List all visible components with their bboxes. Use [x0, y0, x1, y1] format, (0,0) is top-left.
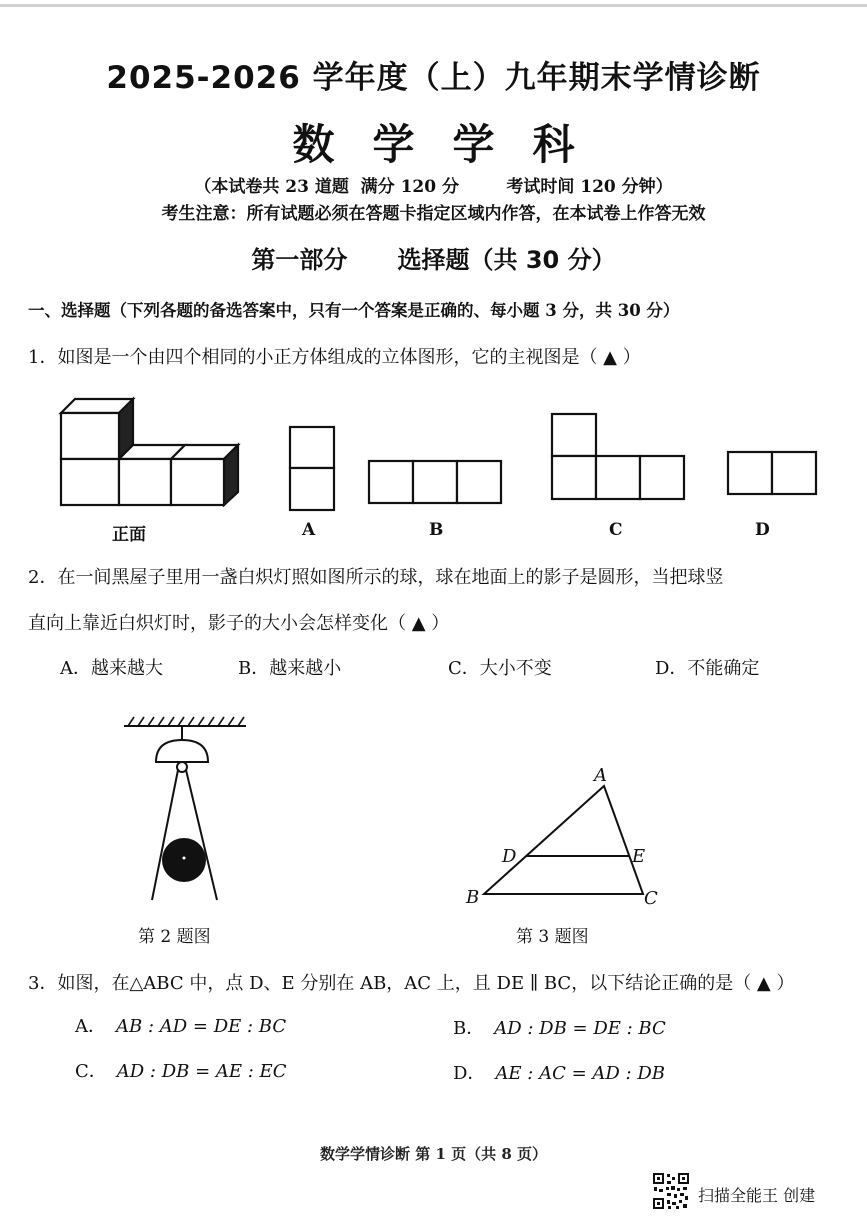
q1-front-label: 正面 — [112, 525, 146, 545]
q3-option-d-label: D． — [453, 1063, 486, 1084]
q1-option-d-label: D — [755, 520, 770, 540]
question-2-text-line1: 2．在一间黑屋子里用一盏白炽灯照如图所示的球，球在地面上的影子是圆形，当把球竖 — [28, 567, 724, 588]
question-3-text: 3．如图，在△ABC 中，点 D、E 分别在 AB，AC 上，且 DE ∥ BC，以下结论正确的是（ ▲ ） — [28, 973, 795, 994]
exam-info: （本试卷共 23 道题 满分 120 分 考试时间 120 分钟） — [194, 177, 673, 197]
q1-option-c-label: C — [609, 520, 623, 540]
q3-option-a — [75, 1012, 286, 1038]
q1-option-b-label: B — [429, 520, 444, 540]
q2-figure-caption: 第 2 题图 — [138, 927, 211, 947]
top-edge-line — [0, 4, 867, 7]
question-2-text-line2: 直向上靠近白炽灯时，影子的大小会怎样变化（ ▲ ） — [28, 613, 450, 634]
q2-option-c: C．大小不变 — [448, 658, 552, 679]
q1-option-b-figure — [367, 459, 504, 505]
q3-option-d-expr: AE : AC = AD : DB — [495, 1063, 665, 1084]
q1-option-a-label: A — [302, 520, 316, 540]
exam-notice: 考生注意：所有试题必须在答题卡指定区域内作答，在本试卷上作答无效 — [161, 204, 706, 224]
point-label-c: C — [644, 888, 658, 909]
q1-option-d-figure — [726, 450, 819, 496]
q3-option-b-expr: AD : DB = DE : BC — [494, 1018, 666, 1039]
q3-triangle-figure — [460, 762, 670, 912]
q2-lamp-ball-figure — [120, 712, 250, 912]
q2-option-a: A．越来越大 — [60, 658, 163, 679]
q2-option-d: D．不能确定 — [655, 658, 760, 679]
q3-option-c — [75, 1057, 286, 1083]
section-title: 一、选择题（下列各题的备选答案中，只有一个答案是正确的、每小题 3 分，共 30 分） — [28, 301, 680, 320]
exam-title: 2025-2026 学年度（上）九年期末学情诊断 — [106, 60, 761, 96]
q2-option-b: B．越来越小 — [238, 658, 342, 679]
q3-option-c-label: C． — [75, 1061, 107, 1082]
page-footer: 数学学情诊断 第 1 页（共 8 页） — [320, 1145, 547, 1163]
scanner-watermark: 扫描全能王 创建 — [698, 1186, 816, 1205]
q1-option-c-figure — [550, 412, 687, 502]
question-1-text: 1．如图是一个由四个相同的小正方体组成的立体图形，它的主视图是（ ▲ ） — [28, 347, 641, 368]
point-label-e: E — [632, 846, 646, 867]
q1-option-a-figure — [288, 425, 336, 513]
q3-option-c-expr: AD : DB = AE : EC — [116, 1061, 287, 1082]
subject-title: 数学学科 — [292, 120, 613, 169]
q3-option-d — [453, 1059, 665, 1085]
point-label-a: A — [594, 765, 607, 786]
q1-cube-solid-figure — [55, 395, 245, 510]
q3-option-b — [453, 1014, 666, 1040]
part-title: 第一部分 选择题（共 30 分） — [251, 246, 616, 274]
point-label-b: B — [466, 887, 480, 908]
point-label-d: D — [502, 846, 517, 867]
q3-option-a-expr: AB : AD = DE : BC — [116, 1016, 287, 1037]
q3-figure-caption: 第 3 题图 — [516, 927, 589, 947]
q3-option-a-label: A． — [75, 1016, 106, 1037]
qr-code-icon — [652, 1172, 690, 1210]
q3-option-b-label: B． — [453, 1018, 485, 1039]
